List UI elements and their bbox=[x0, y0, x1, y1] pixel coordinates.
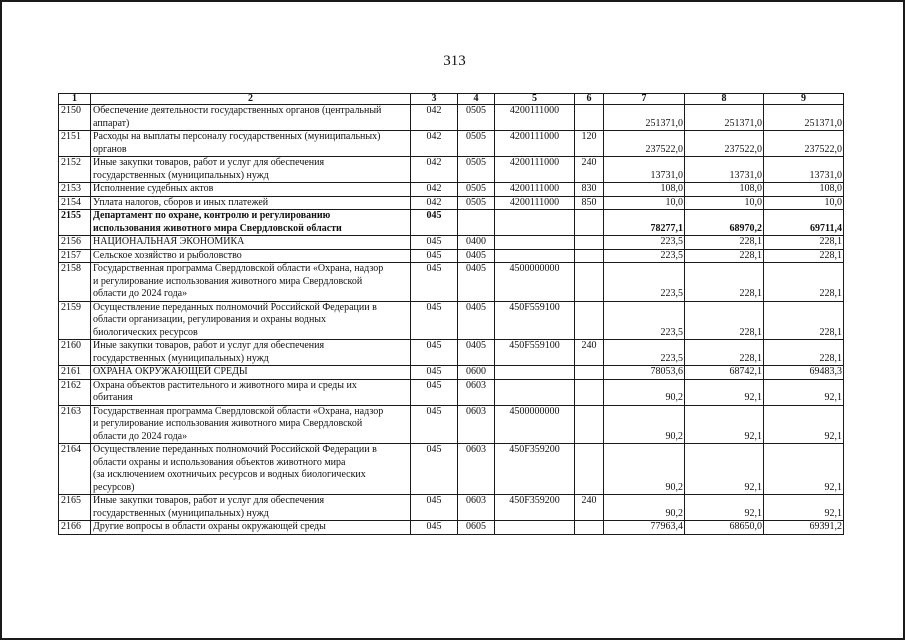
column-header: 9 bbox=[764, 94, 844, 105]
amount-2024-cell: 92,1 bbox=[764, 379, 844, 405]
table-row bbox=[59, 340, 844, 366]
department-code-cell: 045 bbox=[411, 405, 458, 444]
table-row bbox=[59, 366, 844, 380]
description-line: Государственная программа Свердловской области «Охрана, надзор bbox=[93, 405, 384, 417]
department-code-cell: 042 bbox=[411, 183, 458, 197]
amount-2024-cell: 69483,3 bbox=[764, 366, 844, 380]
target-article-cell: 450F359200 bbox=[495, 444, 575, 495]
table-row bbox=[59, 263, 844, 302]
amount-2023-cell: 228,1 bbox=[685, 249, 764, 263]
description-line: органов bbox=[93, 143, 127, 155]
amount-2023-cell: 92,1 bbox=[685, 379, 764, 405]
description-cell bbox=[91, 379, 411, 405]
target-article-cell: 4500000000 bbox=[495, 263, 575, 302]
expense-type-cell bbox=[575, 379, 604, 405]
amount-2023-cell: 108,0 bbox=[685, 183, 764, 197]
description-line: Иные закупки товаров, работ и услуг для обеспечения bbox=[93, 495, 325, 506]
department-code-cell: 045 bbox=[411, 301, 458, 340]
expense-type-cell bbox=[575, 366, 604, 380]
description-cell bbox=[91, 236, 411, 250]
expense-type-cell bbox=[575, 105, 604, 131]
description-line: Охрана объектов растительного и животного мира и среды их bbox=[93, 379, 357, 391]
expense-type-cell: 830 bbox=[575, 183, 604, 197]
table-row bbox=[59, 379, 844, 405]
amount-2024-cell: 92,1 bbox=[764, 495, 844, 521]
description-cell bbox=[91, 249, 411, 263]
amount-2023-cell: 237522,0 bbox=[685, 131, 764, 157]
column-header: 6 bbox=[575, 94, 604, 105]
target-article-cell: 4200111000 bbox=[495, 196, 575, 210]
amount-2023-cell: 68742,1 bbox=[685, 366, 764, 380]
department-code-cell: 045 bbox=[411, 249, 458, 263]
amount-2022-cell: 78053,6 bbox=[604, 366, 685, 380]
row-number-cell: 2155 bbox=[59, 210, 91, 236]
description-cell bbox=[91, 521, 411, 535]
amount-2022-cell: 90,2 bbox=[604, 495, 685, 521]
section-code-cell: 0603 bbox=[458, 495, 495, 521]
amount-2024-cell: 13731,0 bbox=[764, 157, 844, 183]
row-number-cell: 2154 bbox=[59, 196, 91, 210]
target-article-cell: 450F559100 bbox=[495, 340, 575, 366]
row-number-cell: 2163 bbox=[59, 405, 91, 444]
target-article-cell: 4200111000 bbox=[495, 131, 575, 157]
description-line: области до 2024 года» bbox=[93, 288, 188, 299]
description-cell bbox=[91, 157, 411, 183]
table-row bbox=[59, 405, 844, 444]
amount-2024-cell: 108,0 bbox=[764, 183, 844, 197]
row-number-cell: 2164 bbox=[59, 444, 91, 495]
table-row bbox=[59, 236, 844, 250]
row-number-cell: 2156 bbox=[59, 236, 91, 250]
amount-2024-cell: 228,1 bbox=[764, 249, 844, 263]
table-row bbox=[59, 196, 844, 210]
target-article-cell bbox=[495, 366, 575, 380]
target-article-cell bbox=[495, 210, 575, 236]
expense-type-cell bbox=[575, 236, 604, 250]
column-header: 8 bbox=[685, 94, 764, 105]
amount-2023-cell: 92,1 bbox=[685, 444, 764, 495]
table-row bbox=[59, 105, 844, 131]
table-row bbox=[59, 210, 844, 236]
row-number-cell: 2162 bbox=[59, 379, 91, 405]
description-line: государственных (муниципальных) нужд bbox=[93, 169, 269, 181]
section-code-cell: 0603 bbox=[458, 444, 495, 495]
table-row bbox=[59, 521, 844, 535]
department-code-cell: 045 bbox=[411, 236, 458, 250]
amount-2024-cell: 237522,0 bbox=[764, 131, 844, 157]
description-line: Исполнение судебных актов bbox=[93, 183, 214, 194]
row-number-cell: 2160 bbox=[59, 340, 91, 366]
department-code-cell: 045 bbox=[411, 340, 458, 366]
amount-2024-cell: 69391,2 bbox=[764, 521, 844, 535]
table-row bbox=[59, 183, 844, 197]
department-code-cell: 042 bbox=[411, 105, 458, 131]
description-line: Уплата налогов, сборов и иных платежей bbox=[93, 196, 269, 208]
section-code-cell: 0605 bbox=[458, 521, 495, 535]
amount-2022-cell: 223,5 bbox=[604, 340, 685, 366]
expense-type-cell: 240 bbox=[575, 340, 604, 366]
description-cell bbox=[91, 105, 411, 131]
amount-2022-cell: 90,2 bbox=[604, 444, 685, 495]
target-article-cell bbox=[495, 379, 575, 405]
description-cell bbox=[91, 301, 411, 340]
row-number-cell: 2165 bbox=[59, 495, 91, 521]
amount-2022-cell: 251371,0 bbox=[604, 105, 685, 131]
target-article-cell bbox=[495, 236, 575, 250]
expense-type-cell: 240 bbox=[575, 157, 604, 183]
description-line: Иные закупки товаров, работ и услуг для обеспечения bbox=[93, 157, 325, 168]
row-number-cell: 2152 bbox=[59, 157, 91, 183]
amount-2022-cell: 223,5 bbox=[604, 249, 685, 263]
department-code-cell: 045 bbox=[411, 521, 458, 535]
budget-table bbox=[58, 93, 844, 535]
description-line: и регулирование использования животного мира Свердловской bbox=[93, 275, 363, 287]
row-number-cell: 2161 bbox=[59, 366, 91, 380]
amount-2024-cell: 228,1 bbox=[764, 263, 844, 302]
description-line: НАЦИОНАЛЬНАЯ ЭКОНОМИКА bbox=[93, 236, 245, 247]
expense-type-cell bbox=[575, 521, 604, 535]
expense-type-cell bbox=[575, 444, 604, 495]
description-cell bbox=[91, 210, 411, 236]
description-line: (за исключением охотничьих ресурсов и водных биологических bbox=[93, 469, 366, 480]
description-line: ОХРАНА ОКРУЖАЮЩЕЙ СРЕДЫ bbox=[93, 366, 248, 377]
amount-2023-cell: 228,1 bbox=[685, 236, 764, 250]
description-line: области охраны и использования объектов животного мира bbox=[93, 456, 346, 468]
description-line: Осуществление переданных полномочий Российской Федерации в bbox=[93, 444, 377, 455]
table-row bbox=[59, 249, 844, 263]
table-header-row bbox=[59, 94, 844, 105]
target-article-cell: 450F359200 bbox=[495, 495, 575, 521]
description-line: обитания bbox=[93, 392, 133, 403]
department-code-cell: 045 bbox=[411, 379, 458, 405]
description-line: и регулирование использования животного мира Свердловской bbox=[93, 418, 363, 429]
amount-2022-cell: 77963,4 bbox=[604, 521, 685, 535]
table-row bbox=[59, 495, 844, 521]
description-line: биологических ресурсов bbox=[93, 326, 198, 338]
expense-type-cell: 240 bbox=[575, 495, 604, 521]
amount-2022-cell: 78277,1 bbox=[604, 210, 685, 236]
column-header: 3 bbox=[411, 94, 458, 105]
target-article-cell: 450F559100 bbox=[495, 301, 575, 340]
department-code-cell: 045 bbox=[411, 210, 458, 236]
amount-2023-cell: 228,1 bbox=[685, 301, 764, 340]
section-code-cell: 0603 bbox=[458, 405, 495, 444]
expense-type-cell bbox=[575, 210, 604, 236]
description-line: Сельское хозяйство и рыболовство bbox=[93, 249, 242, 261]
amount-2023-cell: 228,1 bbox=[685, 340, 764, 366]
description-cell bbox=[91, 263, 411, 302]
page-number: 313 bbox=[443, 53, 466, 69]
description-line: государственных (муниципальных) нужд bbox=[93, 352, 269, 364]
amount-2024-cell: 92,1 bbox=[764, 405, 844, 444]
description-line: использования животного мира Свердловской области bbox=[93, 222, 342, 234]
amount-2022-cell: 223,5 bbox=[604, 301, 685, 340]
section-code-cell: 0405 bbox=[458, 263, 495, 302]
expense-type-cell: 850 bbox=[575, 196, 604, 210]
amount-2024-cell: 228,1 bbox=[764, 236, 844, 250]
department-code-cell: 045 bbox=[411, 366, 458, 380]
section-code-cell: 0505 bbox=[458, 157, 495, 183]
amount-2023-cell: 13731,0 bbox=[685, 157, 764, 183]
description-line: области до 2024 года» bbox=[93, 430, 188, 442]
amount-2023-cell: 10,0 bbox=[685, 196, 764, 210]
expense-type-cell bbox=[575, 263, 604, 302]
column-header: 4 bbox=[458, 94, 495, 105]
description-line: аппарат) bbox=[93, 117, 130, 129]
amount-2023-cell: 251371,0 bbox=[685, 105, 764, 131]
row-number-cell: 2157 bbox=[59, 249, 91, 263]
target-article-cell: 4500000000 bbox=[495, 405, 575, 444]
amount-2024-cell: 92,1 bbox=[764, 444, 844, 495]
amount-2022-cell: 108,0 bbox=[604, 183, 685, 197]
description-line: Расходы на выплаты персоналу государственных (муниципальных) bbox=[93, 131, 381, 142]
row-number-cell: 2158 bbox=[59, 263, 91, 302]
table-row bbox=[59, 131, 844, 157]
column-header: 5 bbox=[495, 94, 575, 105]
target-article-cell: 4200111000 bbox=[495, 183, 575, 197]
row-number-cell: 2153 bbox=[59, 183, 91, 197]
expense-type-cell bbox=[575, 405, 604, 444]
description-line: Иные закупки товаров, работ и услуг для обеспечения bbox=[93, 340, 325, 351]
section-code-cell: 0600 bbox=[458, 366, 495, 380]
expense-type-cell bbox=[575, 301, 604, 340]
row-number-cell: 2159 bbox=[59, 301, 91, 340]
section-code-cell: 0505 bbox=[458, 183, 495, 197]
description-line: ресурсов) bbox=[93, 481, 135, 493]
department-code-cell: 042 bbox=[411, 157, 458, 183]
section-code-cell: 0405 bbox=[458, 301, 495, 340]
row-number-cell: 2151 bbox=[59, 131, 91, 157]
expense-type-cell bbox=[575, 249, 604, 263]
description-line: Департамент по охране, контролю и регулированию bbox=[93, 210, 331, 221]
description-cell bbox=[91, 196, 411, 210]
amount-2022-cell: 90,2 bbox=[604, 405, 685, 444]
section-code-cell: 0405 bbox=[458, 340, 495, 366]
amount-2022-cell: 223,5 bbox=[604, 263, 685, 302]
column-header: 1 bbox=[59, 94, 91, 105]
description-line: Государственная программа Свердловской области «Охрана, надзор bbox=[93, 263, 384, 274]
table-row bbox=[59, 301, 844, 340]
department-code-cell: 045 bbox=[411, 263, 458, 302]
amount-2024-cell: 228,1 bbox=[764, 301, 844, 340]
amount-2022-cell: 90,2 bbox=[604, 379, 685, 405]
row-number-cell: 2150 bbox=[59, 105, 91, 131]
amount-2024-cell: 228,1 bbox=[764, 340, 844, 366]
table-body bbox=[59, 105, 844, 535]
description-line: Обеспечение деятельности государственных органов (центральный bbox=[93, 105, 382, 116]
description-line: области организации, регулирования и охраны водных bbox=[93, 314, 327, 325]
section-code-cell: 0400 bbox=[458, 236, 495, 250]
description-cell bbox=[91, 366, 411, 380]
section-code-cell bbox=[458, 210, 495, 236]
description-line: государственных (муниципальных) нужд bbox=[93, 507, 269, 519]
amount-2023-cell: 68970,2 bbox=[685, 210, 764, 236]
amount-2023-cell: 228,1 bbox=[685, 263, 764, 302]
description-cell bbox=[91, 444, 411, 495]
description-cell bbox=[91, 495, 411, 521]
amount-2022-cell: 13731,0 bbox=[604, 157, 685, 183]
description-cell bbox=[91, 183, 411, 197]
amount-2024-cell: 251371,0 bbox=[764, 105, 844, 131]
description-line: Осуществление переданных полномочий Российской Федерации в bbox=[93, 301, 377, 313]
target-article-cell bbox=[495, 521, 575, 535]
amount-2022-cell: 223,5 bbox=[604, 236, 685, 250]
department-code-cell: 045 bbox=[411, 495, 458, 521]
description-cell bbox=[91, 340, 411, 366]
description-cell bbox=[91, 131, 411, 157]
expense-type-cell: 120 bbox=[575, 131, 604, 157]
target-article-cell: 4200111000 bbox=[495, 105, 575, 131]
column-header: 2 bbox=[91, 94, 411, 105]
amount-2024-cell: 69711,4 bbox=[764, 210, 844, 236]
amount-2022-cell: 10,0 bbox=[604, 196, 685, 210]
amount-2022-cell: 237522,0 bbox=[604, 131, 685, 157]
description-line: Другие вопросы в области охраны окружающей среды bbox=[93, 521, 326, 532]
amount-2023-cell: 68650,0 bbox=[685, 521, 764, 535]
department-code-cell: 042 bbox=[411, 131, 458, 157]
target-article-cell bbox=[495, 249, 575, 263]
column-header: 7 bbox=[604, 94, 685, 105]
table-row bbox=[59, 444, 844, 495]
department-code-cell: 042 bbox=[411, 196, 458, 210]
description-cell bbox=[91, 405, 411, 444]
amount-2024-cell: 10,0 bbox=[764, 196, 844, 210]
department-code-cell: 045 bbox=[411, 444, 458, 495]
row-number-cell: 2166 bbox=[59, 521, 91, 535]
amount-2023-cell: 92,1 bbox=[685, 405, 764, 444]
amount-2023-cell: 92,1 bbox=[685, 495, 764, 521]
section-code-cell: 0505 bbox=[458, 196, 495, 210]
section-code-cell: 0505 bbox=[458, 131, 495, 157]
table-row bbox=[59, 157, 844, 183]
section-code-cell: 0603 bbox=[458, 379, 495, 405]
section-code-cell: 0505 bbox=[458, 105, 495, 131]
target-article-cell: 4200111000 bbox=[495, 157, 575, 183]
section-code-cell: 0405 bbox=[458, 249, 495, 263]
